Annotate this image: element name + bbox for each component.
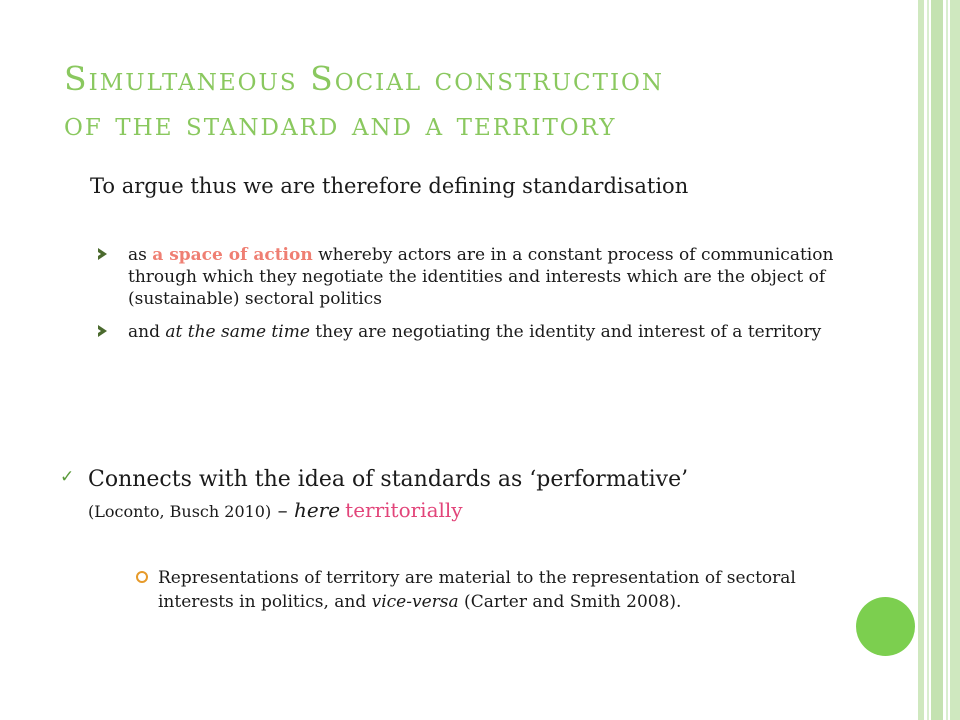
bullet-item: [90, 244, 850, 310]
sub-text: Representations of territory are material to the representation of sectoral interests in politics, and: [158, 568, 796, 612]
title-line-2: of the standard and a territory: [64, 104, 617, 143]
decorative-stripe: [918, 0, 924, 720]
dash: –: [271, 498, 294, 522]
check-text: Connects with the idea of standards as ‘performative’: [88, 467, 689, 492]
sub-bullet-text: [136, 566, 836, 614]
arrow-bullet-icon: [98, 248, 107, 260]
bullet-italic: at the same time: [165, 322, 310, 342]
sub-rest: (Carter and Smith 2008).: [458, 592, 682, 612]
bullet-item: [90, 321, 850, 343]
sub-bullet-item: [136, 566, 836, 614]
bullet-list: [90, 244, 850, 343]
title-line-1: Simultaneous Social construction: [64, 59, 665, 98]
decorative-stripe: [927, 0, 929, 720]
bullet-prefix: and: [128, 322, 166, 342]
intro-text: To argue thus we are therefore defining standardisation: [90, 174, 689, 198]
decorative-stripe: [931, 0, 943, 720]
sub-italic: vice-versa: [371, 592, 459, 612]
circle-bullet-icon: [136, 571, 148, 583]
arrow-bullet-icon: [98, 325, 107, 337]
bullet-prefix: as: [128, 245, 153, 265]
slide-title: [64, 56, 884, 146]
here-italic: here: [293, 498, 341, 522]
bullet-text: they are negotiating the identity and interest of a territory: [309, 322, 822, 342]
green-dot-decoration: [856, 597, 915, 656]
decorative-stripe: [946, 0, 948, 720]
checkmark-icon: ✓: [60, 467, 75, 487]
bullet-highlight: a space of action: [152, 245, 313, 265]
territorially-highlight: territorially: [345, 498, 463, 522]
check-citation-line: [60, 498, 860, 522]
bullet-text: whereby actors are in a constant process of communication through which they negotiate the identities and interests which are the object of (sustainable) sectoral politics: [128, 245, 834, 309]
citation: (Loconto, Busch 2010): [88, 502, 272, 521]
check-item: [60, 466, 860, 522]
decorative-stripe: [950, 0, 960, 720]
